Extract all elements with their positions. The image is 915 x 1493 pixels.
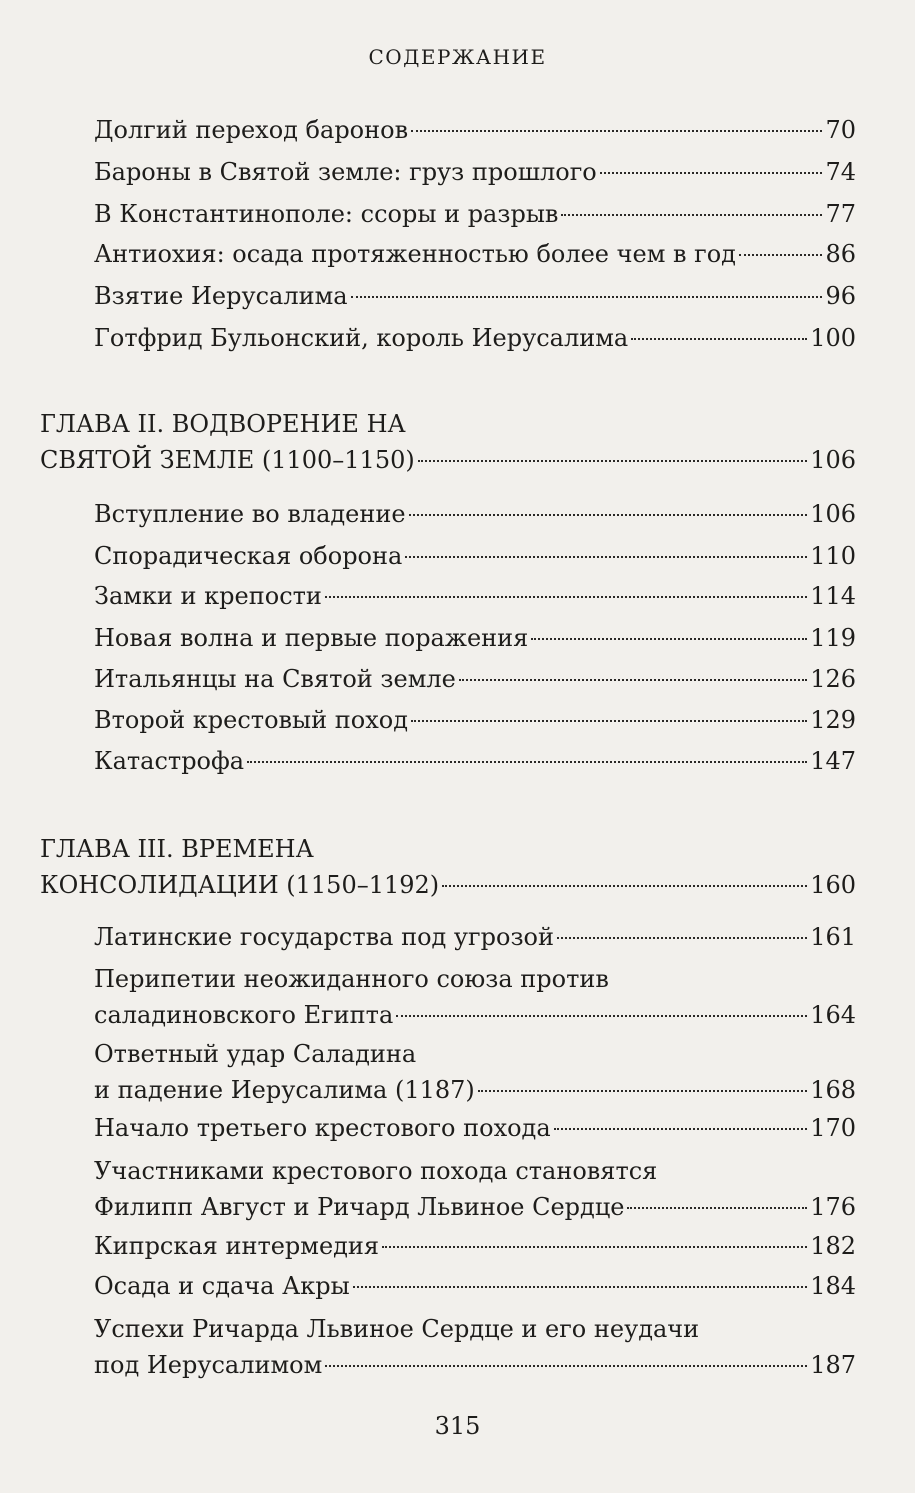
dot-leader xyxy=(561,214,822,216)
dot-leader xyxy=(478,1090,807,1092)
toc-entry[interactable] xyxy=(94,961,856,1033)
chapter-title-line: КОНСОЛИДАЦИИ (1150–1192) xyxy=(40,871,440,899)
toc-entry-title: Перипетии неожиданного союза против xyxy=(94,965,609,993)
toc-page-number: 184 xyxy=(810,1272,856,1300)
dot-leader xyxy=(554,1128,808,1130)
running-head: СОДЕРЖАНИЕ xyxy=(368,45,547,69)
toc-page-number: 182 xyxy=(810,1232,856,1260)
toc-page-number: 160 xyxy=(810,871,856,899)
toc-entry[interactable] xyxy=(94,1153,856,1225)
toc-entry[interactable] xyxy=(94,538,856,574)
toc-page-number: 176 xyxy=(810,1193,856,1221)
dot-leader xyxy=(411,130,822,132)
toc-page-number: 168 xyxy=(810,1076,856,1104)
toc-page-number: 96 xyxy=(825,282,856,310)
toc-page-number: 170 xyxy=(810,1114,856,1142)
dot-leader xyxy=(411,720,807,722)
toc-entry[interactable] xyxy=(94,661,856,697)
chapter-title-line: ГЛАВА III. ВРЕМЕНА xyxy=(40,835,314,863)
dot-leader xyxy=(409,514,808,516)
toc-page-number: 187 xyxy=(810,1351,856,1379)
toc-entry[interactable] xyxy=(94,743,856,779)
dot-leader xyxy=(442,885,807,887)
toc-entry[interactable] xyxy=(94,578,856,614)
toc-entry-title: Осада и сдача Акры xyxy=(94,1272,350,1300)
toc-entry[interactable] xyxy=(94,112,856,148)
dot-leader xyxy=(739,254,823,256)
toc-entry-title: Второй крестовый поход xyxy=(94,706,408,734)
toc-entry-title: Филипп Август и Ричард Львиное Сердце xyxy=(94,1193,625,1221)
dot-leader xyxy=(531,638,807,640)
dot-leader xyxy=(396,1015,807,1017)
toc-entry-title: под Иерусалимом xyxy=(94,1351,323,1379)
toc-entry-title: Долгий переход баронов xyxy=(94,116,409,144)
dot-leader xyxy=(382,1246,807,1248)
toc-entry-title: Ответный удар Саладина xyxy=(94,1040,417,1068)
toc-page-number: 164 xyxy=(810,1001,856,1029)
chapter-heading[interactable] xyxy=(40,406,856,478)
toc-entry-title: Вступление во владение xyxy=(94,500,406,528)
toc-entry-title: Бароны в Святой земле: груз прошлого xyxy=(94,158,597,186)
toc-entry-title: и падение Иерусалима (1187) xyxy=(94,1076,475,1104)
chapter-title-line: СВЯТОЙ ЗЕМЛЕ (1100–1150) xyxy=(40,446,415,474)
toc-page-number: 126 xyxy=(810,665,856,693)
toc-entry-title: Готфрид Бульонский, король Иерусалима xyxy=(94,324,629,352)
chapter-heading[interactable] xyxy=(40,831,856,903)
chapter-title-line: ГЛАВА II. ВОДВОРЕНИЕ НА xyxy=(40,410,406,438)
toc-entry[interactable] xyxy=(94,1036,856,1108)
toc-entry[interactable] xyxy=(94,620,856,656)
dot-leader xyxy=(557,937,807,939)
toc-page-number: 147 xyxy=(810,747,856,775)
toc-page-number: 70 xyxy=(825,116,856,144)
toc-entry[interactable] xyxy=(94,496,856,532)
toc-entry-title: В Константинополе: ссоры и разрыв xyxy=(94,200,559,228)
toc-page-number: 110 xyxy=(810,542,856,570)
toc-entry-title: Замки и крепости xyxy=(94,582,322,610)
dot-leader xyxy=(325,596,807,598)
toc-page-number: 100 xyxy=(810,324,856,352)
toc-page-number: 119 xyxy=(810,624,856,652)
dot-leader xyxy=(325,1365,807,1367)
toc-entry[interactable] xyxy=(94,154,856,190)
toc-entry-title: Латинские государства под угрозой xyxy=(94,923,554,951)
toc-page-number: 161 xyxy=(810,923,856,951)
dot-leader xyxy=(631,338,807,340)
toc-page-number: 86 xyxy=(825,240,856,268)
page-number: 315 xyxy=(434,1412,481,1440)
toc-entry-title: Начало третьего крестового похода xyxy=(94,1114,551,1142)
dot-leader xyxy=(600,172,823,174)
dot-leader xyxy=(247,761,807,763)
toc-page-number: 106 xyxy=(810,500,856,528)
toc-page-number: 74 xyxy=(825,158,856,186)
toc-entry-title: Новая волна и первые поражения xyxy=(94,624,529,652)
toc-entry[interactable] xyxy=(94,702,856,738)
toc-entry[interactable] xyxy=(94,196,856,232)
toc-entry[interactable] xyxy=(94,1110,856,1146)
dot-leader xyxy=(459,679,807,681)
toc-entry-title: Взятие Иерусалима xyxy=(94,282,348,310)
toc-page-number: 106 xyxy=(810,446,856,474)
dot-leader xyxy=(418,460,807,462)
dot-leader xyxy=(405,556,807,558)
toc-entry[interactable] xyxy=(94,1228,856,1264)
toc-entry[interactable] xyxy=(94,320,856,356)
toc-entry-title: Участниками крестового похода становятся xyxy=(94,1157,658,1185)
toc-page-number: 114 xyxy=(810,582,856,610)
toc-entry-title: Успехи Ричарда Львиное Сердце и его неудачи xyxy=(94,1315,700,1343)
toc-entry-title: Спорадическая оборона xyxy=(94,542,403,570)
toc-page-number: 129 xyxy=(810,706,856,734)
toc-page-number: 77 xyxy=(825,200,856,228)
toc-entry[interactable] xyxy=(94,919,856,955)
toc-entry[interactable] xyxy=(94,1268,856,1304)
toc-entry-title: Итальянцы на Святой земле xyxy=(94,665,456,693)
toc-entry[interactable] xyxy=(94,1311,856,1383)
toc-entry-title: Катастрофа xyxy=(94,747,245,775)
dot-leader xyxy=(627,1207,807,1209)
toc-entry[interactable] xyxy=(94,236,856,272)
toc-entry-title: саладиновского Египта xyxy=(94,1001,394,1029)
toc-entry-title: Антиохия: осада протяженностью более чем в год xyxy=(94,240,736,268)
dot-leader xyxy=(351,296,823,298)
toc-entry-title: Кипрская интермедия xyxy=(94,1232,380,1260)
toc-entry[interactable] xyxy=(94,278,856,314)
dot-leader xyxy=(353,1286,807,1288)
